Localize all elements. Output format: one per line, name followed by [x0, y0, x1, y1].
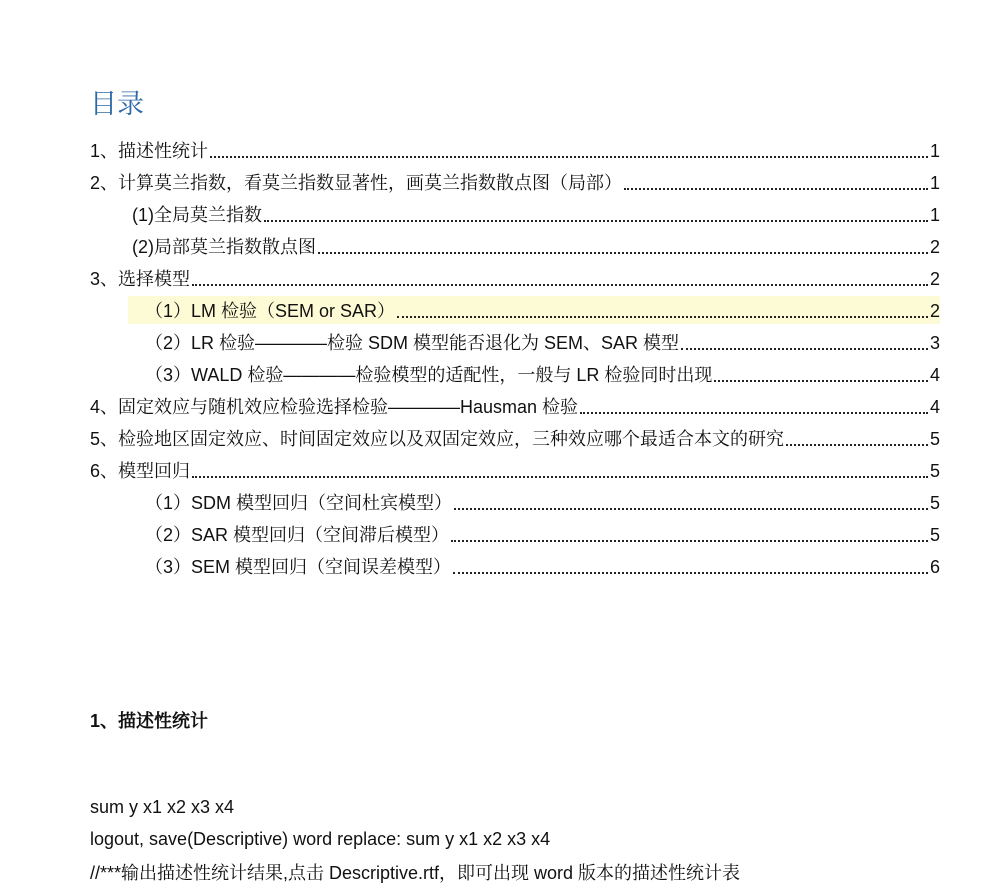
toc-title: 目录 [90, 89, 144, 120]
toc-leader-dots [454, 507, 928, 510]
toc-entry-lr-test[interactable] [145, 328, 940, 356]
toc-entry-choose-model[interactable] [90, 264, 940, 292]
toc-page-number: 1 [929, 141, 940, 161]
toc-leader-dots [318, 251, 928, 254]
toc-page-number: 2 [929, 269, 940, 289]
toc-entry-sdm-regression[interactable] [145, 488, 940, 516]
code-line: logout, save(Descriptive) word replace: sum y x1 x2 x3 x4 [90, 829, 551, 849]
toc-page-number: 4 [929, 397, 940, 417]
toc-leader-dots [264, 219, 928, 222]
toc-entry-model-regression[interactable] [90, 456, 940, 484]
code-line: sum y x1 x2 x3 x4 [90, 797, 235, 817]
toc-page-number: 5 [929, 461, 940, 481]
toc-entry-sem-regression[interactable] [145, 552, 940, 580]
toc-entry-sar-regression[interactable] [145, 520, 940, 548]
toc-entry-text: （2）SAR 模型回归（空间滞后模型） [145, 525, 450, 545]
toc-entry-text: （1）SDM 模型回归（空间杜宾模型） [145, 493, 453, 513]
toc-entry-text: （3）SEM 模型回归（空间误差模型） [145, 557, 452, 577]
toc-leader-dots [210, 155, 928, 158]
toc-entry-text: 4、固定效应与随机效应检验选择检验————Hausman 检验 [90, 397, 579, 417]
toc-page-number: 5 [929, 493, 940, 513]
toc-page-number: 1 [929, 205, 940, 225]
section-heading: 1、描述性统计 [90, 711, 209, 731]
toc-page-number: 4 [929, 365, 940, 385]
toc-page-number: 2 [929, 301, 940, 321]
toc-entry-lm-test[interactable] [128, 296, 940, 324]
toc-entry-descriptive-stats[interactable] [90, 136, 940, 164]
toc-page-number: 5 [929, 525, 940, 545]
toc-leader-dots [397, 315, 928, 318]
toc-entry-text: 3、选择模型 [90, 269, 191, 289]
toc-page-number: 3 [929, 333, 940, 353]
toc-page-number: 5 [929, 429, 940, 449]
toc-entry-fixed-effects-test[interactable] [90, 424, 940, 452]
toc-entry-text: （1）LM 检验（SEM or SAR） [145, 301, 396, 321]
code-line: //***输出描述性统计结果,点击 Descriptive.rtf，即可出现 word 版本的描述性统计表 [90, 863, 741, 883]
toc-leader-dots [453, 571, 928, 574]
toc-entry-text: （2）LR 检验————检验 SDM 模型能否退化为 SEM、SAR 模型 [145, 333, 680, 353]
toc-leader-dots [786, 443, 928, 446]
toc-leader-dots [681, 347, 928, 350]
toc-entry-hausman-test[interactable] [90, 392, 940, 420]
toc-entry-local-moran-scatter[interactable] [132, 232, 940, 260]
toc-leader-dots [192, 475, 928, 478]
toc-entry-wald-test[interactable] [145, 360, 940, 388]
toc-entry-global-moran[interactable] [132, 200, 940, 228]
toc-page-number: 6 [929, 557, 940, 577]
toc-entry-text: (2)局部莫兰指数散点图 [132, 237, 316, 257]
toc-leader-dots [451, 539, 928, 542]
toc-leader-dots [580, 411, 928, 414]
toc-entry-text: (1)全局莫兰指数 [132, 205, 262, 225]
toc-entry-text: 5、检验地区固定效应、时间固定效应以及双固定效应，三种效应哪个最适合本文的研究 [90, 429, 785, 449]
toc-page-number: 2 [929, 237, 940, 257]
toc-entry-text: 6、模型回归 [90, 461, 191, 481]
toc-entry-moran-index[interactable] [90, 168, 940, 196]
toc-page-number: 1 [929, 173, 940, 193]
toc-leader-dots [714, 379, 928, 382]
toc-leader-dots [624, 187, 928, 190]
toc-leader-dots [192, 283, 928, 286]
toc-entry-text: 2、计算莫兰指数，看莫兰指数显著性，画莫兰指数散点图（局部） [90, 173, 623, 193]
toc-entry-text: 1、描述性统计 [90, 141, 209, 161]
toc-entry-text: （3）WALD 检验————检验模型的适配性，一般与 LR 检验同时出现 [145, 365, 713, 385]
